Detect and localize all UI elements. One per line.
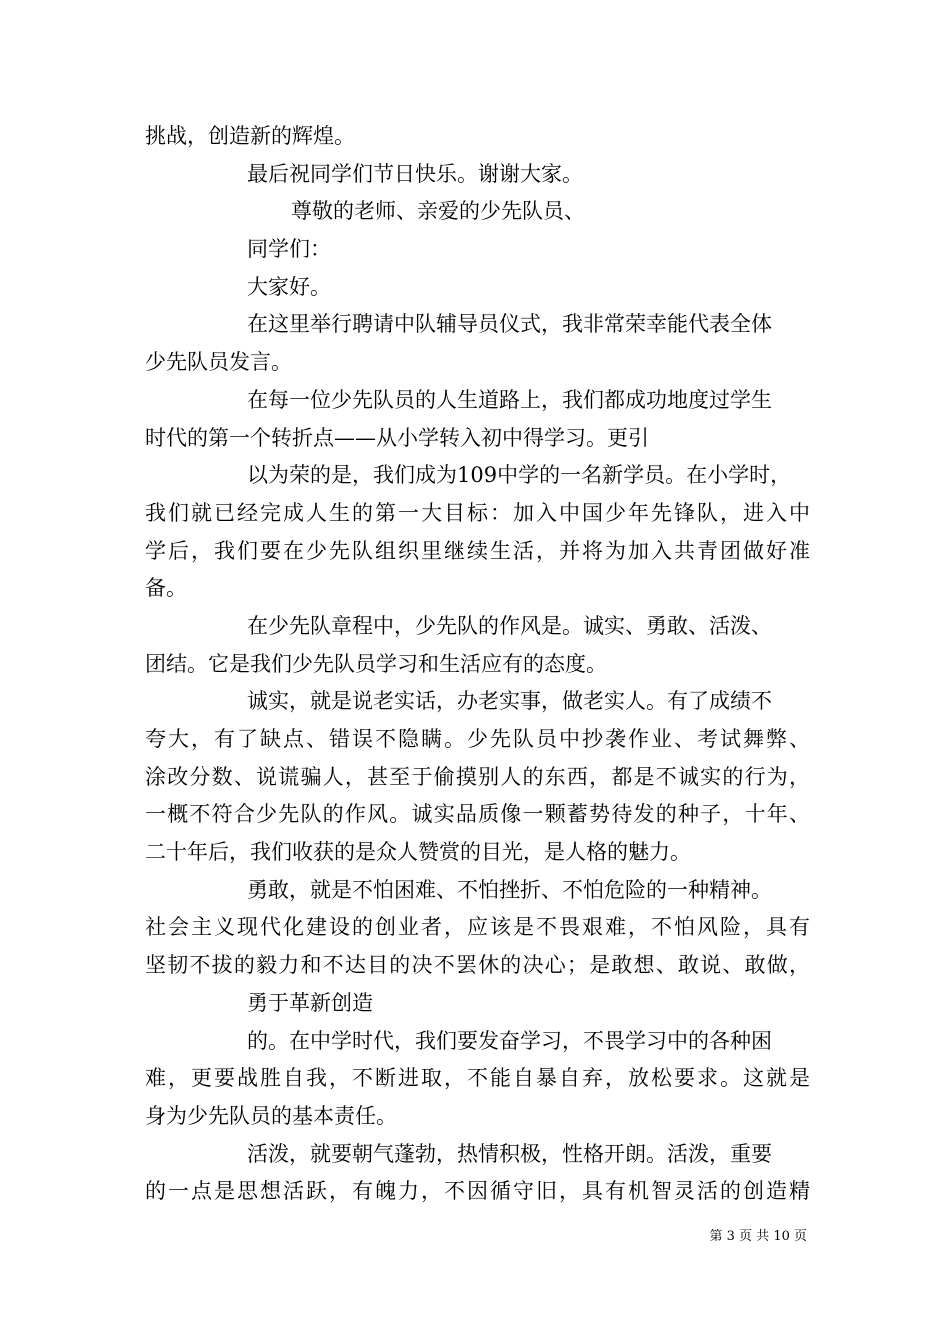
text-line: 备。 [145,576,187,601]
text-line: 活泼，就要朝气蓬勃，热情积极，性格开朗。活泼，重要 [247,1141,772,1166]
text-line: 少先队员发言。 [145,350,292,375]
text-line: 大家好。 [247,274,331,299]
page-number-footer: 第 3 页 共 10 页 [709,1229,807,1244]
text-line: 团结。它是我们少先队员学习和生活应有的态度。 [145,651,607,676]
text-line: 我们就已经完成人生的第一大目标：加入中国少年先锋队，进入中 [145,500,810,525]
text-line: 在这里举行聘请中队辅导员仪式，我非常荣幸能代表全体 [247,312,772,337]
text-line: 最后祝同学们节日快乐。谢谢大家。 [247,161,583,186]
text-line: 难，更要战胜自我，不断进取，不能自暴自弃，放松要求。这就是 [145,1066,810,1091]
text-line: 夸大，有了缺点、错误不隐瞒。少先队员中抄袭作业、考试舞弊、 [145,727,810,751]
text-line: 的。在中学时代，我们要发奋学习，不畏学习中的各种困 [247,1028,772,1053]
text-line: 以为荣的是，我们成为109中学的一名新学员。在小学时， [247,463,792,488]
text-line: 学后，我们要在少先队组织里继续生活，并将为加入共青团做好准 [145,538,810,563]
text-line: 勇于革新创造 [247,990,373,1015]
body-text [145,118,810,1211]
text-line: 时代的第一个转折点——从小学转入初中得学习。更引 [145,425,649,450]
text-line: 在每一位少先队员的人生道路上，我们都成功地度过学生 [247,387,772,412]
text-line: 涂改分数、说谎骗人，甚至于偷摸别人的东西，都是不诚实的行为， [145,764,810,789]
text-line: 身为少先队员的基本责任。 [145,1103,397,1128]
text-line: 同学们： [247,237,331,262]
text-line: 在少先队章程中，少先队的作风是。诚实、勇敢、活泼、 [247,613,772,638]
text-line: 尊敬的老师、亲爱的少先队员、 [291,199,585,224]
text-line: 挑战，创造新的辉煌。 [145,124,355,148]
text-line: 二十年后，我们收获的是众人赞赏的目光，是人格的魅力。 [145,840,691,865]
text-line: 社会主义现代化建设的创业者，应该是不畏艰难，不怕风险，具有 [145,915,810,940]
text-line: 的一点是思想活跃，有魄力，不因循守旧，具有机智灵活的创造精 [145,1179,810,1204]
text-line: 勇敢，就是不怕困难、不怕挫折、不怕危险的一种精神。 [247,877,772,902]
text-line: 一概不符合少先队的作风。诚实品质像一颗蓄势待发的种子，十年、 [145,802,810,827]
text-line: 诚实，就是说老实话，办老实事，做老实人。有了成绩不 [247,689,772,714]
text-line: 坚韧不拔的毅力和不达目的决不罢休的决心；是敢想、敢说、敢做， [145,953,810,978]
